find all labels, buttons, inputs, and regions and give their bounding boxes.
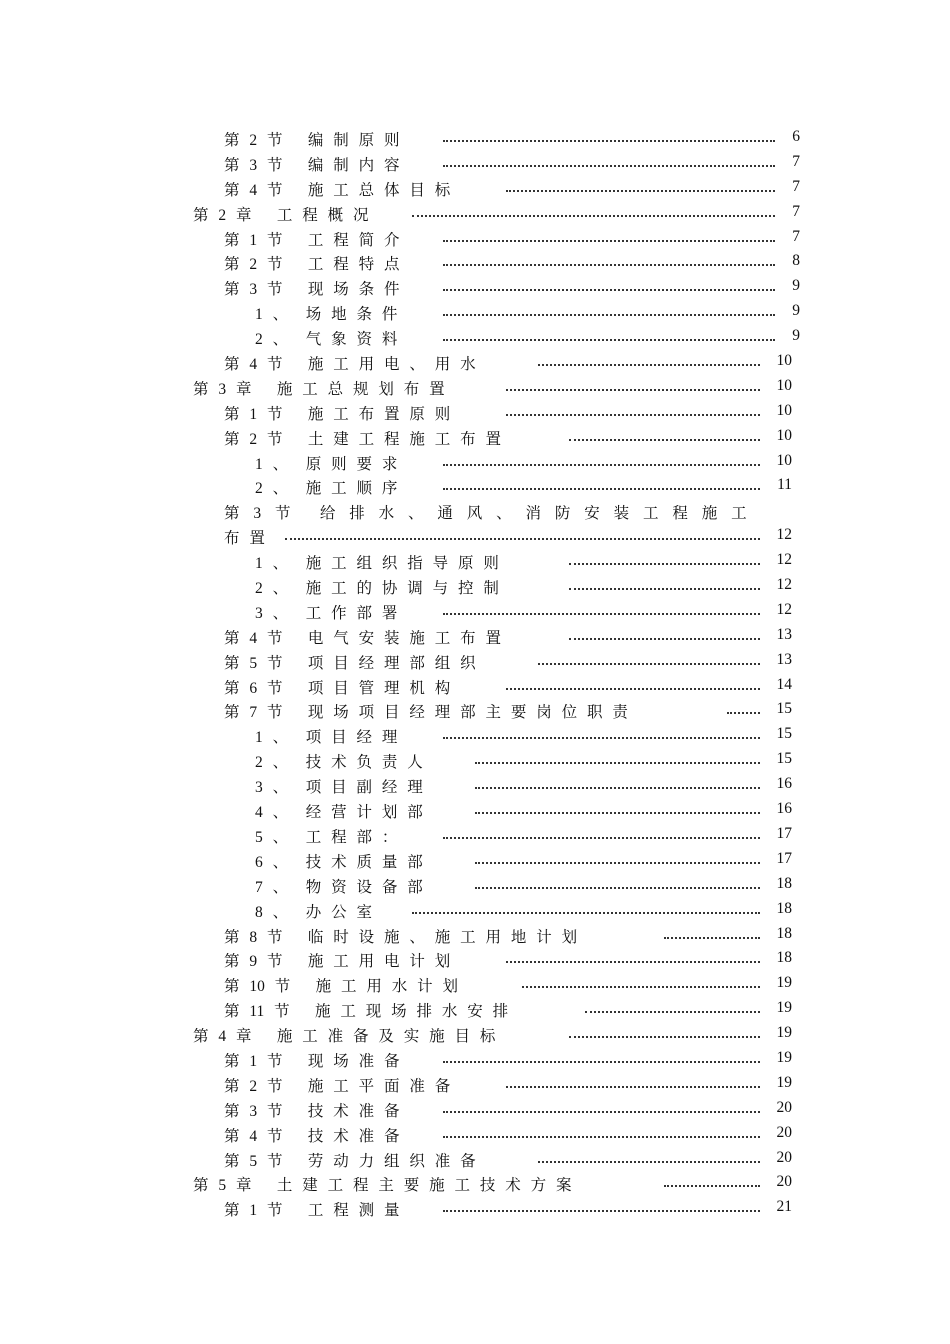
toc-entry-label: 第 4 章 施 工 准 备 及 实 施 目 标 (193, 1028, 496, 1046)
toc-page-number: 19 (776, 999, 792, 1017)
toc-row (0, 797, 950, 822)
toc-row (0, 822, 950, 847)
toc-page-number: 19 (776, 1048, 792, 1066)
leader-dots (506, 186, 775, 192)
toc-row (0, 249, 950, 274)
leader-dots (443, 260, 775, 266)
toc-page-number: 20 (776, 1098, 792, 1116)
leader-dots (443, 484, 760, 490)
toc-entry-label: 第 1 节 现 场 准 备 (224, 1052, 400, 1070)
toc-entry-label: 8 、 办 公 室 (255, 903, 373, 921)
toc-entry-label: 第 5 节 项 目 经 理 部 组 织 (224, 654, 476, 672)
leader-dots (443, 1206, 760, 1212)
leader-dots (569, 584, 760, 590)
leader-dots (569, 559, 760, 565)
toc-page-number: 12 (776, 551, 792, 569)
toc-entry-label: 第 4 节 施 工 总 体 目 标 (224, 181, 451, 199)
toc-entry-label: 4 、 经 营 计 划 部 (255, 804, 423, 822)
toc-page-number: 12 (776, 600, 792, 618)
toc-page-number: 16 (776, 775, 792, 793)
toc-entry-label: 第 4 节 施 工 用 电 、 用 水 (224, 356, 476, 374)
toc-page-number: 10 (776, 352, 792, 370)
leader-dots (522, 982, 760, 988)
toc-entry-label: 第 3 节 技 术 准 备 (224, 1102, 400, 1120)
toc-row (0, 772, 950, 797)
toc-entry-label: 第 3 节 给 排 水 、 通 风 、 消 防 安 装 工 程 施 工 (224, 505, 747, 523)
toc-row (0, 1021, 950, 1046)
toc-page-number: 12 (776, 576, 792, 594)
toc-entry-label: 2 、 技 术 负 责 人 (255, 754, 423, 772)
toc-page-number: 10 (776, 376, 792, 394)
toc-page-number: 21 (776, 1198, 792, 1216)
toc-page-number: 17 (776, 849, 792, 867)
toc-row (0, 449, 950, 474)
toc-entry-label: 3 、 项 目 副 经 理 (255, 779, 423, 797)
leader-dots (443, 236, 775, 242)
leader-dots (475, 858, 760, 864)
toc-row (0, 697, 950, 722)
toc-row (0, 722, 950, 747)
toc-entry-label: 第 10 节 施 工 用 水 计 划 (224, 978, 459, 996)
toc-row (0, 299, 950, 324)
toc-entry-label: 第 6 节 项 目 管 理 机 构 (224, 679, 451, 697)
leader-dots (443, 1132, 760, 1138)
leader-dots (412, 908, 760, 914)
toc-row (0, 1071, 950, 1096)
toc-entry-label: 第 2 节 工 程 特 点 (224, 256, 400, 274)
toc-page-number: 15 (776, 700, 792, 718)
toc-entry-label: 第 2 章 工 程 概 况 (193, 206, 369, 224)
toc-row (0, 473, 950, 498)
toc-entry-label: 布 置 (224, 530, 265, 548)
toc-page-number: 13 (776, 625, 792, 643)
toc-entry-label: 第 2 节 编 制 原 则 (224, 132, 400, 149)
toc-row (0, 175, 950, 200)
toc-row (0, 200, 950, 225)
toc-row (0, 225, 950, 250)
toc-entry-label: 1 、 场 地 条 件 (255, 306, 398, 324)
toc-page-number: 18 (776, 899, 792, 917)
toc-page-number: 12 (776, 526, 792, 544)
toc-page-number: 20 (776, 1148, 792, 1166)
toc-entry-label: 3 、 工 作 部 署 (255, 604, 398, 622)
toc-row (0, 573, 950, 598)
toc-entry-label: 第 7 节 现 场 项 目 经 理 部 主 要 岗 位 职 责 (224, 704, 628, 722)
leader-dots (443, 733, 760, 739)
toc-entry-label: 1 、 项 目 经 理 (255, 729, 398, 747)
toc-page-number: 9 (792, 302, 800, 320)
toc-row (0, 1170, 950, 1195)
leader-dots (664, 1181, 760, 1187)
toc-row (0, 523, 950, 548)
leader-dots (475, 883, 760, 889)
toc-page-number: 9 (792, 277, 800, 295)
toc-row (0, 498, 950, 523)
toc-entry-label: 1 、 施 工 组 织 指 导 原 则 (255, 555, 499, 573)
toc-row (0, 125, 950, 150)
toc-row (0, 150, 950, 175)
toc-row (0, 1121, 950, 1146)
toc-entry-label: 第 5 节 劳 动 力 组 织 准 备 (224, 1152, 476, 1170)
toc-row (0, 1096, 950, 1121)
leader-dots (443, 460, 760, 466)
leader-dots (443, 335, 775, 341)
toc-row (0, 1195, 950, 1220)
toc-row (0, 1146, 950, 1171)
toc-row (0, 548, 950, 573)
toc-row (0, 971, 950, 996)
leader-dots (569, 435, 760, 441)
toc-page-number: 15 (776, 725, 792, 743)
leader-dots (412, 211, 775, 217)
toc-page-number: 7 (792, 152, 800, 170)
toc-page-number: 7 (792, 202, 800, 220)
toc-entry-label: 1 、 原 则 要 求 (255, 455, 398, 473)
toc-entry-label: 第 4 节 技 术 准 备 (224, 1127, 400, 1145)
toc-entry-label: 第 1 节 工 程 简 介 (224, 231, 400, 249)
toc-page-number: 9 (792, 327, 800, 345)
toc-page-number: 10 (776, 451, 792, 469)
toc-row (0, 847, 950, 872)
leader-dots (443, 833, 760, 839)
toc-entry-label: 第 4 节 电 气 安 装 施 工 布 置 (224, 629, 502, 647)
leader-dots (506, 957, 760, 963)
toc-entry-label: 第 2 节 施 工 平 面 准 备 (224, 1077, 451, 1095)
toc-page-number: 20 (776, 1173, 792, 1191)
toc-page-number: 18 (776, 874, 792, 892)
leader-dots (443, 609, 760, 615)
toc-entry-label: 2 、 施 工 顺 序 (255, 480, 398, 498)
toc-entry-label: 7 、 物 资 设 备 部 (255, 878, 423, 896)
toc-entry-label: 第 3 节 编 制 内 容 (224, 156, 400, 174)
toc-page-number: 19 (776, 1024, 792, 1042)
toc-page-number: 10 (776, 426, 792, 444)
leader-dots (727, 708, 760, 714)
toc-page-number: 19 (776, 974, 792, 992)
toc-page-number: 6 (792, 128, 800, 145)
toc-row (0, 424, 950, 449)
toc-entry-label: 2 、 施 工 的 协 调 与 控 制 (255, 580, 499, 598)
leader-dots (506, 410, 760, 416)
toc-page-number: 7 (792, 177, 800, 195)
leader-dots (285, 534, 760, 540)
toc-page-number: 16 (776, 800, 792, 818)
leader-dots (443, 285, 775, 291)
leader-dots (475, 808, 760, 814)
toc-entry-label: 第 1 节 施 工 布 置 原 则 (224, 405, 451, 423)
toc-row (0, 1046, 950, 1071)
toc-page-number: 15 (776, 750, 792, 768)
leader-dots (506, 385, 760, 391)
toc-page-number: 19 (776, 1073, 792, 1091)
toc-row (0, 349, 950, 374)
toc-entry-label: 第 5 章 土 建 工 程 主 要 施 工 技 术 方 案 (193, 1177, 572, 1195)
toc-entry-label: 第 9 节 施 工 用 电 计 划 (224, 953, 451, 971)
toc-page-number: 8 (792, 252, 800, 270)
leader-dots (443, 161, 775, 167)
toc-page-number: 14 (776, 675, 792, 693)
toc-page-number: 20 (776, 1123, 792, 1141)
toc-row (0, 872, 950, 897)
leader-dots (664, 933, 760, 939)
leader-dots (443, 1057, 760, 1063)
leader-dots (443, 136, 775, 142)
toc-row (0, 922, 950, 947)
toc-row (0, 399, 950, 424)
toc-entry-label: 2 、 气 象 资 料 (255, 331, 398, 349)
leader-dots (538, 1157, 760, 1163)
toc-entry-label: 5 、 工 程 部 ： (255, 828, 398, 846)
leader-dots (538, 659, 760, 665)
toc-page-number: 18 (776, 924, 792, 942)
toc-entry-label: 第 8 节 临 时 设 施 、 施 工 用 地 计 划 (224, 928, 578, 946)
toc-row (0, 648, 950, 673)
toc-row (0, 623, 950, 648)
leader-dots (569, 1032, 760, 1038)
leader-dots (443, 310, 775, 316)
leader-dots (475, 758, 760, 764)
toc-page-number: 10 (776, 401, 792, 419)
leader-dots (538, 360, 760, 366)
toc-row (0, 274, 950, 299)
toc-entry-label: 第 3 章 施 工 总 规 划 布 置 (193, 380, 445, 398)
toc-page-number: 17 (776, 824, 792, 842)
toc-row (0, 996, 950, 1021)
leader-dots (569, 634, 760, 640)
toc-page-number: 11 (777, 476, 792, 494)
toc-page-number: 13 (776, 650, 792, 668)
leader-dots (585, 1007, 760, 1013)
toc-entry-label: 第 1 节 工 程 测 量 (224, 1202, 400, 1220)
toc-entry-label: 第 11 节 施 工 现 场 排 水 安 排 (224, 1003, 509, 1021)
leader-dots (443, 1107, 760, 1113)
toc-page-number: 7 (792, 227, 800, 245)
toc-entry-label: 6 、 技 术 质 量 部 (255, 853, 423, 871)
toc-row (0, 747, 950, 772)
toc-row (0, 324, 950, 349)
toc-row (0, 897, 950, 922)
toc-page-number: 18 (776, 949, 792, 967)
toc-entry-label: 第 2 节 土 建 工 程 施 工 布 置 (224, 430, 502, 448)
toc-row (0, 598, 950, 623)
leader-dots (506, 684, 760, 690)
toc-entry-label: 第 3 节 现 场 条 件 (224, 281, 400, 299)
toc-row (0, 673, 950, 698)
leader-dots (506, 1082, 760, 1088)
toc-row (0, 946, 950, 971)
leader-dots (475, 783, 760, 789)
toc-row (0, 374, 950, 399)
table-of-contents (0, 125, 950, 1220)
